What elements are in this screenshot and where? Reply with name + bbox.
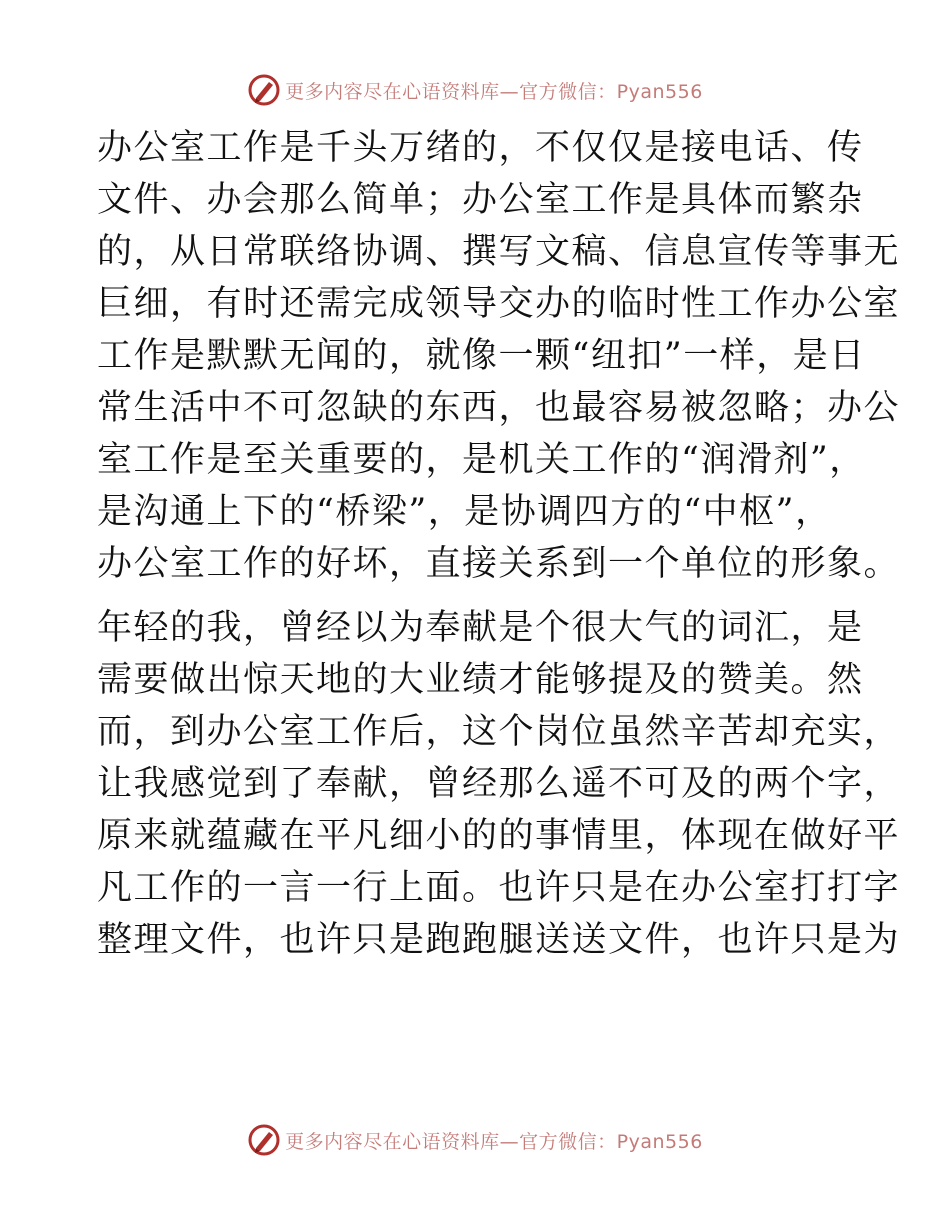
paragraph-line: 巨细，有时还需完成领导交办的临时性工作办公室 bbox=[97, 284, 901, 324]
document-body bbox=[97, 122, 901, 966]
paragraph-line: 办公室工作是千头万绪的，不仅仅是接电话、传 bbox=[97, 128, 864, 168]
paragraph-2 bbox=[97, 602, 901, 966]
paragraph-line: 原来就蕴藏在平凡细小的的事情里，体现在做好平 bbox=[97, 816, 901, 856]
pen-logo-icon bbox=[247, 1123, 281, 1157]
header-banner-text: 更多内容尽在心语资料库—官方微信：Pyan556 bbox=[285, 80, 703, 103]
paragraph-line: 工作是默默无闻的，就像一颗“纽扣”一样，是日 bbox=[97, 336, 866, 376]
pen-logo-icon bbox=[247, 73, 281, 107]
paragraph-line: 而，到办公室工作后，这个岗位虽然辛苦却充实， bbox=[97, 712, 901, 752]
paragraph-line: 是沟通上下的“桥梁”，是协调四方的“中枢”， bbox=[97, 492, 832, 532]
paragraph-line: 文件、办会那么简单；办公室工作是具体而繁杂 bbox=[97, 180, 864, 220]
paragraph-line: 需要做出惊天地的大业绩才能够提及的赞美。然 bbox=[97, 660, 864, 700]
paragraph-line: 整理文件，也许只是跑跑腿送送文件，也许只是为 bbox=[97, 920, 901, 960]
paragraph-line: 常生活中不可忽缺的东西，也最容易被忽略；办公 bbox=[97, 388, 901, 428]
paragraph-line: 让我感觉到了奉献，曾经那么遥不可及的两个字， bbox=[97, 764, 901, 804]
footer-banner bbox=[0, 1120, 950, 1160]
paragraph-line: 年轻的我，曾经以为奉献是个很大气的词汇，是 bbox=[97, 608, 864, 648]
footer-banner-text: 更多内容尽在心语资料库—官方微信：Pyan556 bbox=[285, 1130, 703, 1153]
paragraph-line: 的，从日常联络协调、撰写文稿、信息宣传等事无 bbox=[97, 232, 901, 272]
paragraph-line: 凡工作的一言一行上面。也许只是在办公室打打字 bbox=[97, 868, 901, 908]
paragraph-1 bbox=[97, 122, 901, 590]
paragraph-line: 办公室工作的好坏，直接关系到一个单位的形象。 bbox=[97, 544, 901, 584]
paragraph-line: 室工作是至关重要的，是机关工作的“润滑剂”， bbox=[97, 440, 866, 480]
header-banner bbox=[0, 70, 950, 110]
